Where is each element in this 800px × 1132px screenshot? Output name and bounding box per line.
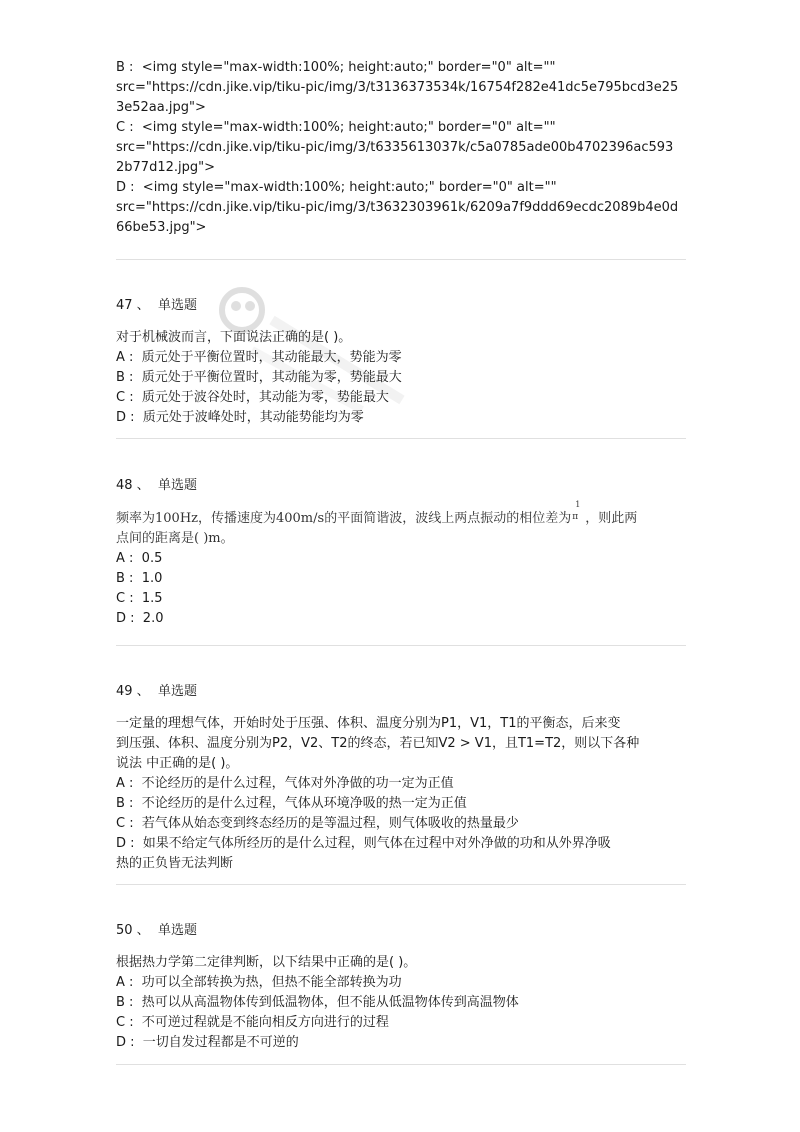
stem-text: 点间的距离是( )m。 — [116, 531, 234, 546]
question-stem: 说法 中正确的是( )。 — [116, 756, 239, 771]
option-text: <img style="max-width:100%; height:auto;" border="0" alt="" — [142, 180, 557, 195]
question-48 — [116, 476, 686, 629]
option-b[interactable]: B : 不论经历的是什么过程，气体从环境净吸的热一定为正值 — [116, 796, 467, 811]
option-b[interactable]: B : 1.0 — [116, 571, 163, 586]
option-d[interactable]: D : 2.0 — [116, 611, 164, 626]
option-key: B : — [116, 60, 134, 75]
option-text: src="https://cdn.jike.vip/tiku-pic/img/3/t3632303961k/6209a7f9ddd69ecdc2089b4e0d — [116, 200, 679, 215]
question-stem: 根据热力学第二定律判断，以下结果中正确的是( )。 — [116, 955, 417, 970]
option-c[interactable]: C : 若气体从始态变到终态经历的是等温过程，则气体吸收的热量最少 — [116, 816, 519, 831]
option-b[interactable]: B : 质元处于平衡位置时，其动能为零，势能最大 — [116, 370, 402, 385]
option-text: 66be53.jpg"> — [116, 220, 207, 235]
option-text: <img style="max-width:100%; height:auto;" border="0" alt="" — [141, 60, 556, 75]
divider — [116, 1064, 686, 1065]
question-header — [116, 476, 686, 496]
option-c[interactable]: C : 质元处于波谷处时，其动能为零，势能最大 — [116, 390, 389, 405]
question-49 — [116, 682, 686, 874]
q46-option-b — [116, 58, 686, 118]
question-number: 47 、 — [116, 298, 150, 313]
option-a[interactable]: A : 0.5 — [116, 551, 163, 566]
divider — [116, 645, 686, 646]
option-key: D : — [116, 180, 135, 195]
option-text: <img style="max-width:100%; height:auto;" border="0" alt="" — [141, 120, 556, 135]
option-d[interactable]: D : 质元处于波峰处时，其动能势能均为零 — [116, 410, 364, 425]
q46-options-block — [116, 58, 686, 238]
option-a[interactable]: A : 质元处于平衡位置时，其动能最大，势能为零 — [116, 350, 402, 365]
option-text: 2b77d12.jpg"> — [116, 160, 215, 175]
question-header — [116, 296, 686, 316]
question-47 — [116, 296, 686, 428]
option-d[interactable]: D : 一切自发过程都是不可逆的 — [116, 1035, 299, 1050]
option-text: src="https://cdn.jike.vip/tiku-pic/img/3/t6335613037k/c5a0785ade00b4702396ac593 — [116, 140, 674, 155]
question-number: 48 、 — [116, 478, 150, 493]
phase-fraction: 1 π — [572, 500, 581, 522]
question-header — [116, 921, 686, 941]
question-type: 单选题 — [157, 478, 197, 493]
option-d-continued: 热的正负皆无法判断 — [116, 856, 234, 871]
option-c[interactable]: C : 1.5 — [116, 591, 163, 606]
option-b[interactable]: B : 热可以从高温物体传到低温物体，但不能从低温物体传到高温物体 — [116, 995, 519, 1010]
option-d[interactable]: D : 如果不给定气体所经历的是什么过程，则气体在过程中对外净做的功和从外界净吸 — [116, 836, 611, 851]
divider — [116, 438, 686, 439]
question-stem: 一定量的理想气体，开始时处于压强、体积、温度分别为P1，V1，T1的平衡态，后来变 — [116, 716, 621, 731]
stem-text: ，则此两 — [585, 511, 638, 526]
option-text: src="https://cdn.jike.vip/tiku-pic/img/3/t3136373534k/16754f282e41dc5e795bcd3e25 — [116, 80, 679, 95]
question-stem: 到压强、体积、温度分别为P2，V2、T2的终态，若已知V2 > V1，且T1=T2，则以下各种 — [116, 736, 640, 751]
question-type: 单选题 — [157, 298, 197, 313]
option-key: C : — [116, 120, 134, 135]
question-header — [116, 682, 686, 702]
stem-text: 频率为100Hz，传播速度为400m/s的平面简谐波，波线上两点振动的相位差为 — [116, 511, 572, 526]
option-c[interactable]: C : 不可逆过程就是不能向相反方向进行的过程 — [116, 1015, 389, 1030]
question-type: 单选题 — [157, 684, 197, 699]
question-type: 单选题 — [157, 923, 197, 938]
option-a[interactable]: A : 功可以全部转换为热，但热不能全部转换为功 — [116, 975, 402, 990]
question-stem: 对于机械波而言，下面说法正确的是( )。 — [116, 330, 352, 345]
q46-option-d — [116, 178, 686, 238]
question-50 — [116, 921, 686, 1053]
option-text: 3e52aa.jpg"> — [116, 100, 206, 115]
divider — [116, 259, 686, 260]
option-a[interactable]: A : 不论经历的是什么过程，气体对外净做的功一定为正值 — [116, 776, 454, 791]
question-number: 49 、 — [116, 684, 150, 699]
question-stem-image — [116, 500, 686, 549]
question-number: 50 、 — [116, 923, 150, 938]
q46-option-c — [116, 118, 686, 178]
divider — [116, 884, 686, 885]
